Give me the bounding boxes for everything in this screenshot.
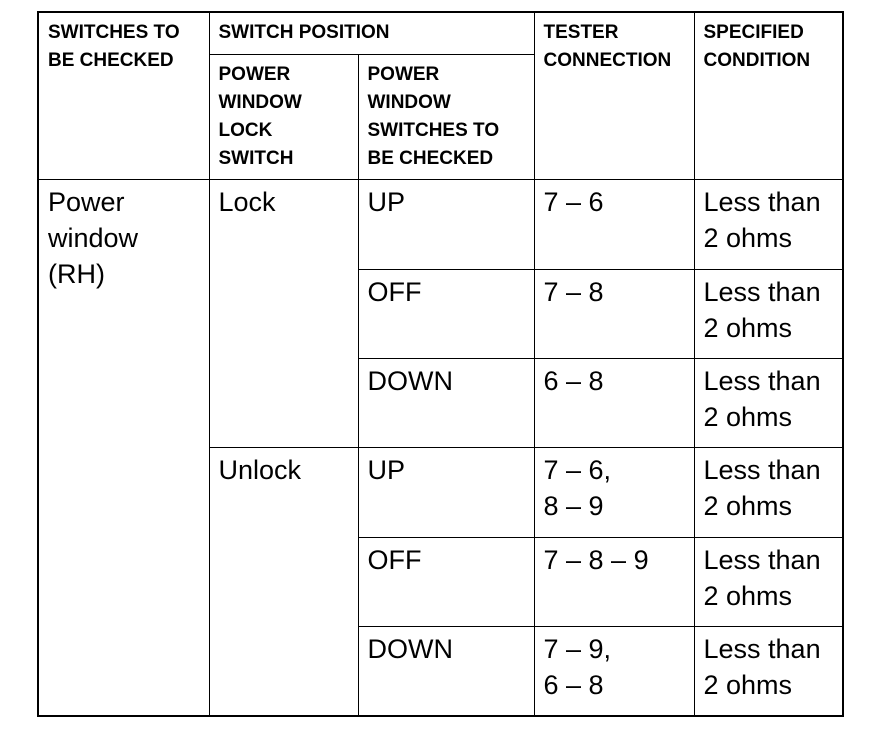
header-row-1: [38, 12, 843, 54]
header-power-window-lock-switch: POWER WINDOW LOCK SWITCH: [209, 54, 358, 180]
window-switch-position-cell: UP: [358, 180, 534, 269]
lock-position-cell: Unlock: [209, 448, 358, 716]
specified-condition-cell: Less than 2 ohms: [694, 269, 843, 358]
window-switch-position-cell: DOWN: [358, 358, 534, 447]
lock-position-cell: Lock: [209, 180, 358, 448]
window-switch-position-cell: OFF: [358, 269, 534, 358]
window-switch-position-cell: DOWN: [358, 627, 534, 716]
tester-connection-cell: 7 – 6, 8 – 9: [534, 448, 694, 537]
tester-connection-cell: 6 – 8: [534, 358, 694, 447]
header-switches-to-be-checked: SWITCHES TO BE CHECKED: [38, 12, 209, 180]
table-row: [38, 180, 843, 269]
specified-condition-cell: Less than 2 ohms: [694, 358, 843, 447]
window-switch-position-cell: UP: [358, 448, 534, 537]
header-specified-condition: SPECIFIED CONDITION: [694, 12, 843, 180]
window-switch-position-cell: OFF: [358, 537, 534, 626]
specified-condition-cell: Less than 2 ohms: [694, 627, 843, 716]
header-switch-position: SWITCH POSITION: [209, 12, 534, 54]
specified-condition-cell: Less than 2 ohms: [694, 448, 843, 537]
specified-condition-cell: Less than 2 ohms: [694, 180, 843, 269]
tester-connection-cell: 7 – 9, 6 – 8: [534, 627, 694, 716]
specified-condition-cell: Less than 2 ohms: [694, 537, 843, 626]
switch-checked-cell: Power window (RH): [38, 180, 209, 716]
header-power-window-switches: POWER WINDOW SWITCHES TO BE CHECKED: [358, 54, 534, 180]
header-tester-connection: TESTER CONNECTION: [534, 12, 694, 180]
switch-inspection-table: [37, 11, 844, 717]
tester-connection-cell: 7 – 6: [534, 180, 694, 269]
tester-connection-cell: 7 – 8 – 9: [534, 537, 694, 626]
tester-connection-cell: 7 – 8: [534, 269, 694, 358]
